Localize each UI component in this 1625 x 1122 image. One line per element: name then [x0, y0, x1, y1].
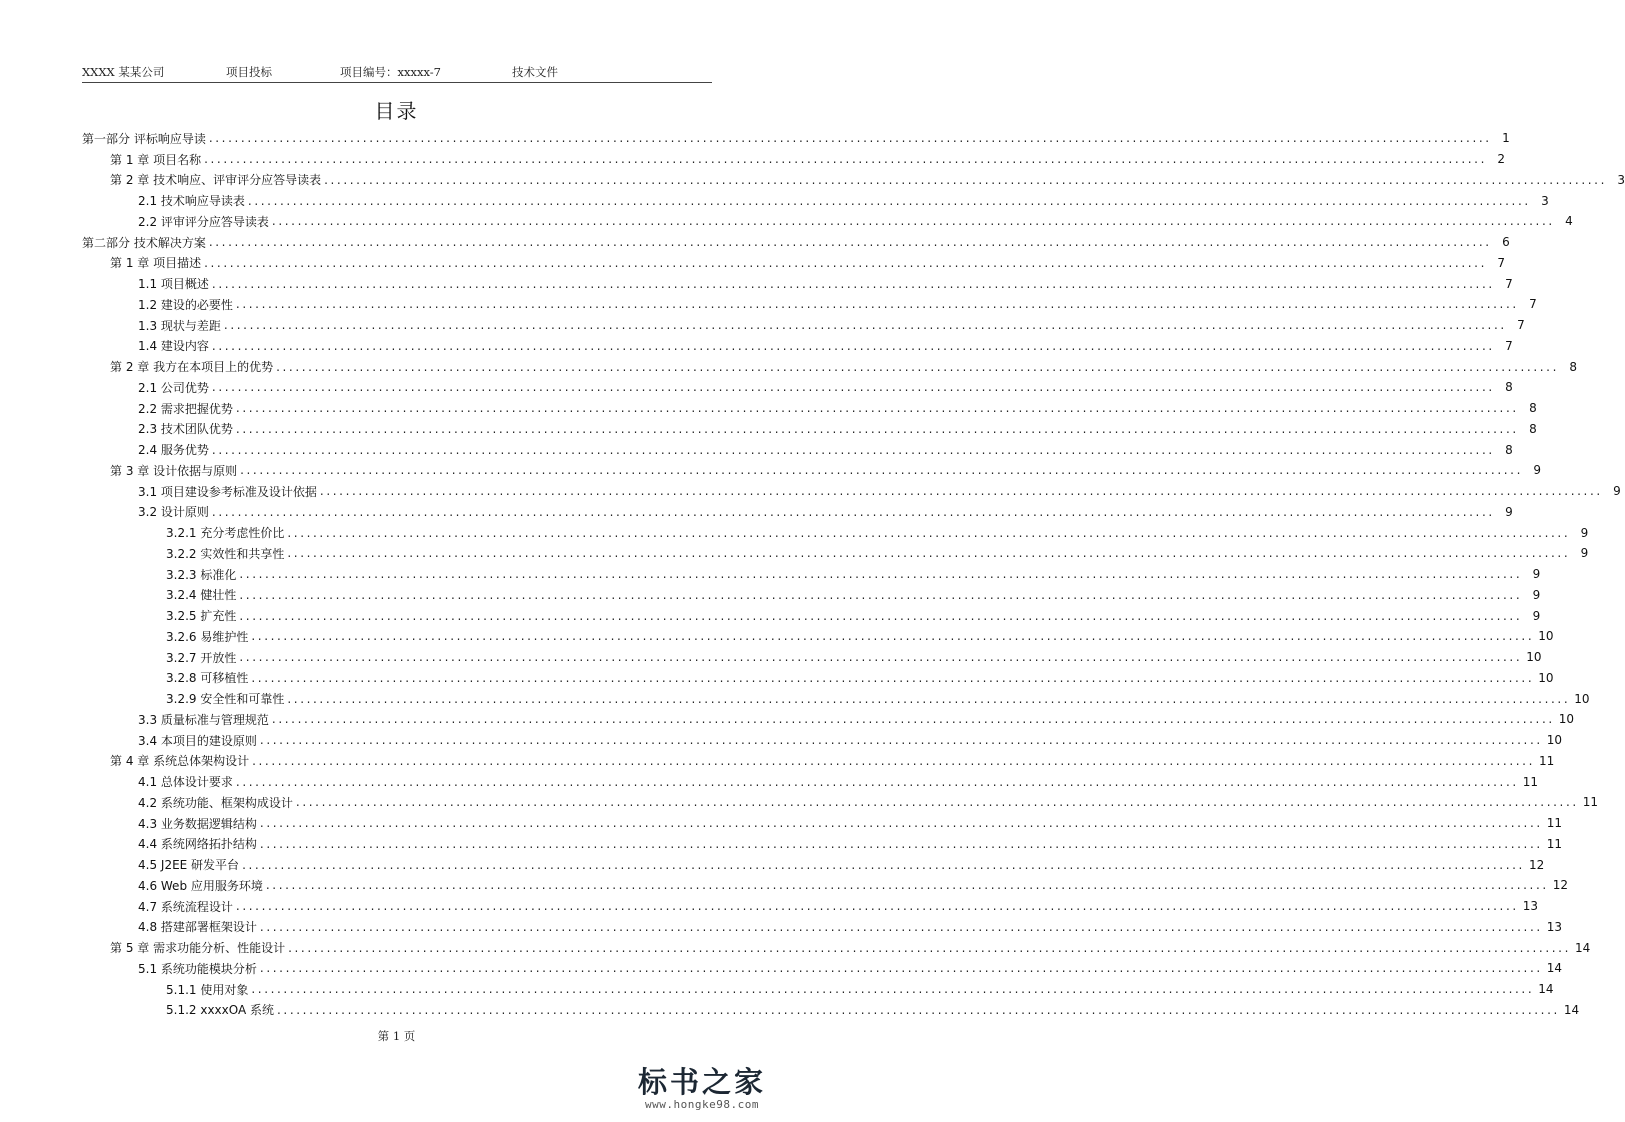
- toc-entry[interactable]: [82, 273, 1513, 294]
- toc-entry[interactable]: [82, 771, 1539, 792]
- toc-dot-leader: ........................................................................................................................................................................................................: [247, 193, 1531, 208]
- toc-dot-leader: ........................................................................................................................................................................................................: [204, 152, 1487, 167]
- toc-entry-label: 1.3 现状与差距: [138, 318, 221, 333]
- toc-dot-leader: ........................................................................................................................................................................................................: [324, 172, 1607, 187]
- toc-entry-page: 9: [1580, 525, 1589, 540]
- toc-dot-leader: ........................................................................................................................................................................................................: [287, 691, 1571, 706]
- header-company: XXXX 某某公司: [82, 65, 165, 79]
- toc-dot-leader: ........................................................................................................................................................................................................: [277, 1002, 1560, 1017]
- toc-entry[interactable]: [82, 315, 1525, 336]
- toc-entry[interactable]: [82, 336, 1513, 357]
- toc-entry-page: 9: [1532, 567, 1541, 582]
- toc-entry[interactable]: [82, 439, 1513, 460]
- toc-entry[interactable]: [82, 170, 1625, 191]
- toc-entry[interactable]: [82, 149, 1505, 170]
- toc-dot-leader: ........................................................................................................................................................................................................: [204, 255, 1487, 270]
- toc-entry-label: 4.5 J2EE 研发平台: [138, 858, 240, 873]
- toc-entry-page: 3: [1541, 193, 1549, 208]
- toc-entry-page: 12: [1528, 857, 1545, 872]
- toc-entry-label: 第 5 章 需求功能分析、性能设计: [110, 941, 286, 956]
- toc-entry-label: 第 2 章 我方在本项目上的优势: [110, 360, 274, 375]
- toc-entry-label: 第一部分 评标响应导读: [82, 131, 206, 146]
- toc-entry[interactable]: [82, 128, 1510, 149]
- toc-entry-page: 11: [1538, 753, 1555, 768]
- toc-dot-leader: ........................................................................................................................................................................................................: [235, 401, 1519, 416]
- toc-entry[interactable]: [82, 813, 1563, 834]
- toc-dot-leader: ........................................................................................................................................................................................................: [211, 504, 1495, 519]
- toc-entry[interactable]: [82, 730, 1563, 751]
- toc-dot-leader: ........................................................................................................................................................................................................: [251, 670, 1535, 685]
- toc-entry-label: 4.2 系统功能、框架构成设计: [138, 795, 293, 810]
- toc-dot-leader: ........................................................................................................................................................................................................: [235, 297, 1519, 312]
- toc-entry[interactable]: [82, 688, 1590, 709]
- toc-entry[interactable]: [82, 356, 1577, 377]
- toc-entry-label: 第 4 章 系统总体架构设计: [110, 754, 250, 769]
- toc-entry-label: 5.1.1 使用对象: [166, 982, 249, 997]
- toc-entry-page: 11: [1546, 816, 1563, 831]
- toc-entry[interactable]: [82, 211, 1573, 232]
- toc-dot-leader: ........................................................................................................................................................................................................: [287, 546, 1571, 561]
- toc-dot-leader: ........................................................................................................................................................................................................: [211, 380, 1495, 395]
- toc-entry[interactable]: [82, 419, 1537, 440]
- toc-entry-page: 7: [1529, 297, 1537, 312]
- toc-entry-label: 3.2.3 标准化: [166, 567, 237, 582]
- toc-dot-leader: ........................................................................................................................................................................................................: [239, 650, 1523, 665]
- toc-dot-leader: ........................................................................................................................................................................................................: [211, 338, 1495, 353]
- toc-entry[interactable]: [82, 398, 1537, 419]
- toc-entry-page: 10: [1558, 712, 1575, 727]
- toc-entry-page: 1: [1502, 131, 1510, 146]
- toc-entry[interactable]: [82, 751, 1555, 772]
- toc-entry-page: 10: [1538, 629, 1554, 644]
- toc-entry-label: 1.2 建设的必要性: [138, 297, 233, 312]
- toc-entry-page: 9: [1505, 504, 1513, 519]
- toc-entry[interactable]: [82, 647, 1542, 668]
- toc-entry[interactable]: [82, 522, 1589, 543]
- toc-entry[interactable]: [82, 502, 1513, 523]
- toc-dot-leader: ........................................................................................................................................................................................................: [259, 836, 1543, 851]
- toc-entry-label: 第二部分 技术解决方案: [82, 235, 206, 250]
- toc-entry-page: 10: [1526, 650, 1542, 665]
- toc-entry-page: 10: [1574, 691, 1590, 706]
- toc-entry-label: 2.2 评审评分应答导读表: [138, 214, 269, 229]
- toc-entry-label: 3.2.8 可移植性: [166, 671, 249, 686]
- toc-entry-label: 4.7 系统流程设计: [138, 899, 233, 914]
- toc-entry-page: 8: [1569, 359, 1577, 374]
- toc-entry-label: 3.4 本项目的建设原则: [138, 733, 257, 748]
- toc-entry[interactable]: [82, 958, 1563, 979]
- toc-entry-page: 10: [1546, 733, 1563, 748]
- toc-entry-label: 3.2.7 开放性: [166, 650, 237, 665]
- toc-entry[interactable]: [82, 543, 1589, 564]
- toc-entry-label: 第 3 章 设计依据与原则: [110, 463, 238, 478]
- toc-entry[interactable]: [82, 460, 1541, 481]
- toc-entry-page: 4: [1565, 214, 1573, 229]
- toc-entry[interactable]: [82, 605, 1541, 626]
- toc-entry-label: 2.1 公司优势: [138, 380, 209, 395]
- toc-entry-label: 5.1 系统功能模块分析: [138, 961, 257, 976]
- toc-entry-label: 1.4 建设内容: [138, 339, 209, 354]
- toc-entry[interactable]: [82, 481, 1621, 502]
- toc-entry-page: 9: [1532, 587, 1541, 602]
- toc-entry-label: 4.6 Web 应用服务环境: [138, 878, 263, 893]
- toc-entry-label: 3.2.9 安全性和可靠性: [166, 692, 285, 707]
- toc-dot-leader: ........................................................................................................................................................................................................: [319, 484, 1603, 499]
- toc-entry-page: 11: [1546, 836, 1563, 851]
- toc-entry-page: 8: [1505, 380, 1513, 395]
- toc-entry-label: 3.3 质量标准与管理规范: [138, 712, 269, 727]
- toc-entry[interactable]: [82, 709, 1575, 730]
- page-footer: 第 1 页: [377, 1029, 416, 1043]
- toc-entry-page: 13: [1522, 899, 1539, 914]
- toc-dot-leader: ........................................................................................................................................................................................................: [259, 816, 1543, 831]
- toc-entry-label: 3.2.4 健壮性: [166, 588, 237, 603]
- header-bid: 项目投标: [226, 65, 272, 79]
- toc-dot-leader: ........................................................................................................................................................................................................: [287, 525, 1571, 540]
- toc-entry[interactable]: [82, 232, 1510, 253]
- toc-dot-leader: ........................................................................................................................................................................................................: [265, 878, 1549, 893]
- toc-entry-page: 14: [1563, 1002, 1580, 1017]
- header-doc-type: 技术文件: [512, 65, 558, 79]
- toc-entry-label: 2.1 技术响应导读表: [138, 194, 245, 209]
- toc-entry-label: 4.8 搭建部署框架设计: [138, 920, 257, 935]
- toc-dot-leader: ........................................................................................................................................................................................................: [211, 442, 1495, 457]
- toc-entry[interactable]: [82, 190, 1549, 211]
- toc-dot-leader: ........................................................................................................................................................................................................: [235, 774, 1519, 789]
- toc-entry-label: 第 2 章 技术响应、评审评分应答导读表: [110, 173, 322, 188]
- watermark-url: www.hongke98.com: [645, 1098, 759, 1111]
- watermark-logo: [627, 1066, 777, 1111]
- toc-entry-page: 14: [1546, 961, 1563, 976]
- toc-dot-leader: ........................................................................................................................................................................................................: [295, 795, 1579, 810]
- toc-entry-page: 2: [1497, 152, 1505, 167]
- toc-entry-page: 9: [1532, 608, 1541, 623]
- toc-entry-label: 4.3 业务数据逻辑结构: [138, 816, 257, 831]
- watermark-text: 标书之家: [637, 1065, 766, 1099]
- toc-entry-page: 9: [1613, 484, 1621, 499]
- toc-entry-label: 5.1.2 xxxxOA 系统: [166, 1003, 275, 1018]
- toc-entry[interactable]: [82, 626, 1554, 647]
- toc-dot-leader: ........................................................................................................................................................................................................: [239, 608, 1523, 623]
- toc-dot-leader: ........................................................................................................................................................................................................: [242, 857, 1525, 872]
- toc-entry[interactable]: [82, 834, 1563, 855]
- page-header: [82, 62, 712, 83]
- toc-dot-leader: ........................................................................................................................................................................................................: [239, 567, 1523, 582]
- toc-entry[interactable]: [82, 1000, 1580, 1021]
- toc-entry-label: 第 1 章 项目名称: [110, 152, 202, 167]
- toc-dot-leader: ........................................................................................................................................................................................................: [208, 235, 1492, 250]
- toc-dot-leader: ........................................................................................................................................................................................................: [211, 276, 1495, 291]
- toc-entry[interactable]: [82, 564, 1541, 585]
- toc-dot-leader: ........................................................................................................................................................................................................: [223, 318, 1507, 333]
- toc-entry-label: 3.2.1 充分考虑性价比: [166, 526, 285, 541]
- toc-entry-page: 7: [1517, 318, 1525, 333]
- toc-entry-label: 第 1 章 项目描述: [110, 256, 202, 271]
- toc-entry-page: 7: [1505, 338, 1513, 353]
- toc-entry-label: 2.4 服务优势: [138, 443, 209, 458]
- table-of-contents: [82, 128, 1625, 1020]
- header-project-code: 项目编号：xxxxx-7: [340, 65, 441, 79]
- toc-dot-leader: ........................................................................................................................................................................................................: [208, 131, 1492, 146]
- toc-entry-page: 8: [1529, 421, 1537, 436]
- toc-entry-page: 10: [1538, 670, 1554, 685]
- toc-dot-leader: ........................................................................................................................................................................................................: [276, 359, 1559, 374]
- toc-dot-leader: ........................................................................................................................................................................................................: [259, 919, 1543, 934]
- toc-dot-leader: ........................................................................................................................................................................................................: [271, 712, 1555, 727]
- toc-entry-label: 1.1 项目概述: [138, 277, 209, 292]
- toc-entry[interactable]: [82, 668, 1554, 689]
- toc-entry-label: 2.2 需求把握优势: [138, 401, 233, 416]
- toc-entry-page: 6: [1502, 235, 1510, 250]
- toc-dot-leader: ........................................................................................................................................................................................................: [252, 753, 1535, 768]
- toc-entry-page: 9: [1533, 463, 1541, 478]
- toc-entry-page: 12: [1552, 878, 1569, 893]
- toc-dot-leader: ........................................................................................................................................................................................................: [235, 421, 1519, 436]
- toc-entry[interactable]: [82, 896, 1539, 917]
- toc-entry[interactable]: [82, 854, 1545, 875]
- toc-entry-label: 2.3 技术团队优势: [138, 422, 233, 437]
- toc-entry[interactable]: [82, 937, 1591, 958]
- toc-entry-label: 3.2.6 易维护性: [166, 629, 249, 644]
- toc-entry[interactable]: [82, 875, 1569, 896]
- toc-entry-page: 3: [1617, 172, 1625, 187]
- toc-entry-page: 7: [1505, 276, 1513, 291]
- toc-dot-leader: ........................................................................................................................................................................................................: [235, 899, 1519, 914]
- page-title: 目录: [374, 99, 419, 123]
- toc-entry-page: 14: [1574, 940, 1591, 955]
- toc-entry-page: 7: [1497, 255, 1505, 270]
- toc-entry[interactable]: [82, 253, 1505, 274]
- toc-entry[interactable]: [82, 979, 1554, 1000]
- toc-entry-label: 3.2.5 扩充性: [166, 609, 237, 624]
- toc-entry-page: 11: [1582, 795, 1599, 810]
- toc-entry-page: 11: [1522, 774, 1539, 789]
- toc-entry[interactable]: [82, 377, 1513, 398]
- toc-entry[interactable]: [82, 917, 1563, 938]
- toc-entry[interactable]: [82, 585, 1541, 606]
- toc-entry-label: 4.1 总体设计要求: [138, 775, 233, 790]
- toc-entry[interactable]: [82, 294, 1537, 315]
- toc-entry-page: 8: [1529, 401, 1537, 416]
- toc-dot-leader: ........................................................................................................................................................................................................: [239, 587, 1523, 602]
- toc-entry-label: 3.2 设计原则: [138, 505, 209, 520]
- toc-dot-leader: ........................................................................................................................................................................................................: [251, 982, 1535, 997]
- toc-dot-leader: ........................................................................................................................................................................................................: [288, 940, 1571, 955]
- toc-entry-page: 14: [1538, 982, 1554, 997]
- toc-entry-label: 3.2.2 实效性和共享性: [166, 546, 285, 561]
- toc-entry[interactable]: [82, 792, 1599, 813]
- toc-entry-page: 13: [1546, 919, 1563, 934]
- toc-dot-leader: ........................................................................................................................................................................................................: [271, 214, 1555, 229]
- toc-dot-leader: ........................................................................................................................................................................................................: [251, 629, 1535, 644]
- toc-entry-label: 4.4 系统网络拓扑结构: [138, 837, 257, 852]
- toc-entry-page: 9: [1580, 546, 1589, 561]
- toc-dot-leader: ........................................................................................................................................................................................................: [259, 961, 1543, 976]
- toc-entry-label: 3.1 项目建设参考标准及设计依据: [138, 484, 317, 499]
- toc-dot-leader: ........................................................................................................................................................................................................: [240, 463, 1523, 478]
- toc-entry-page: 8: [1505, 442, 1513, 457]
- toc-dot-leader: ........................................................................................................................................................................................................: [259, 733, 1543, 748]
